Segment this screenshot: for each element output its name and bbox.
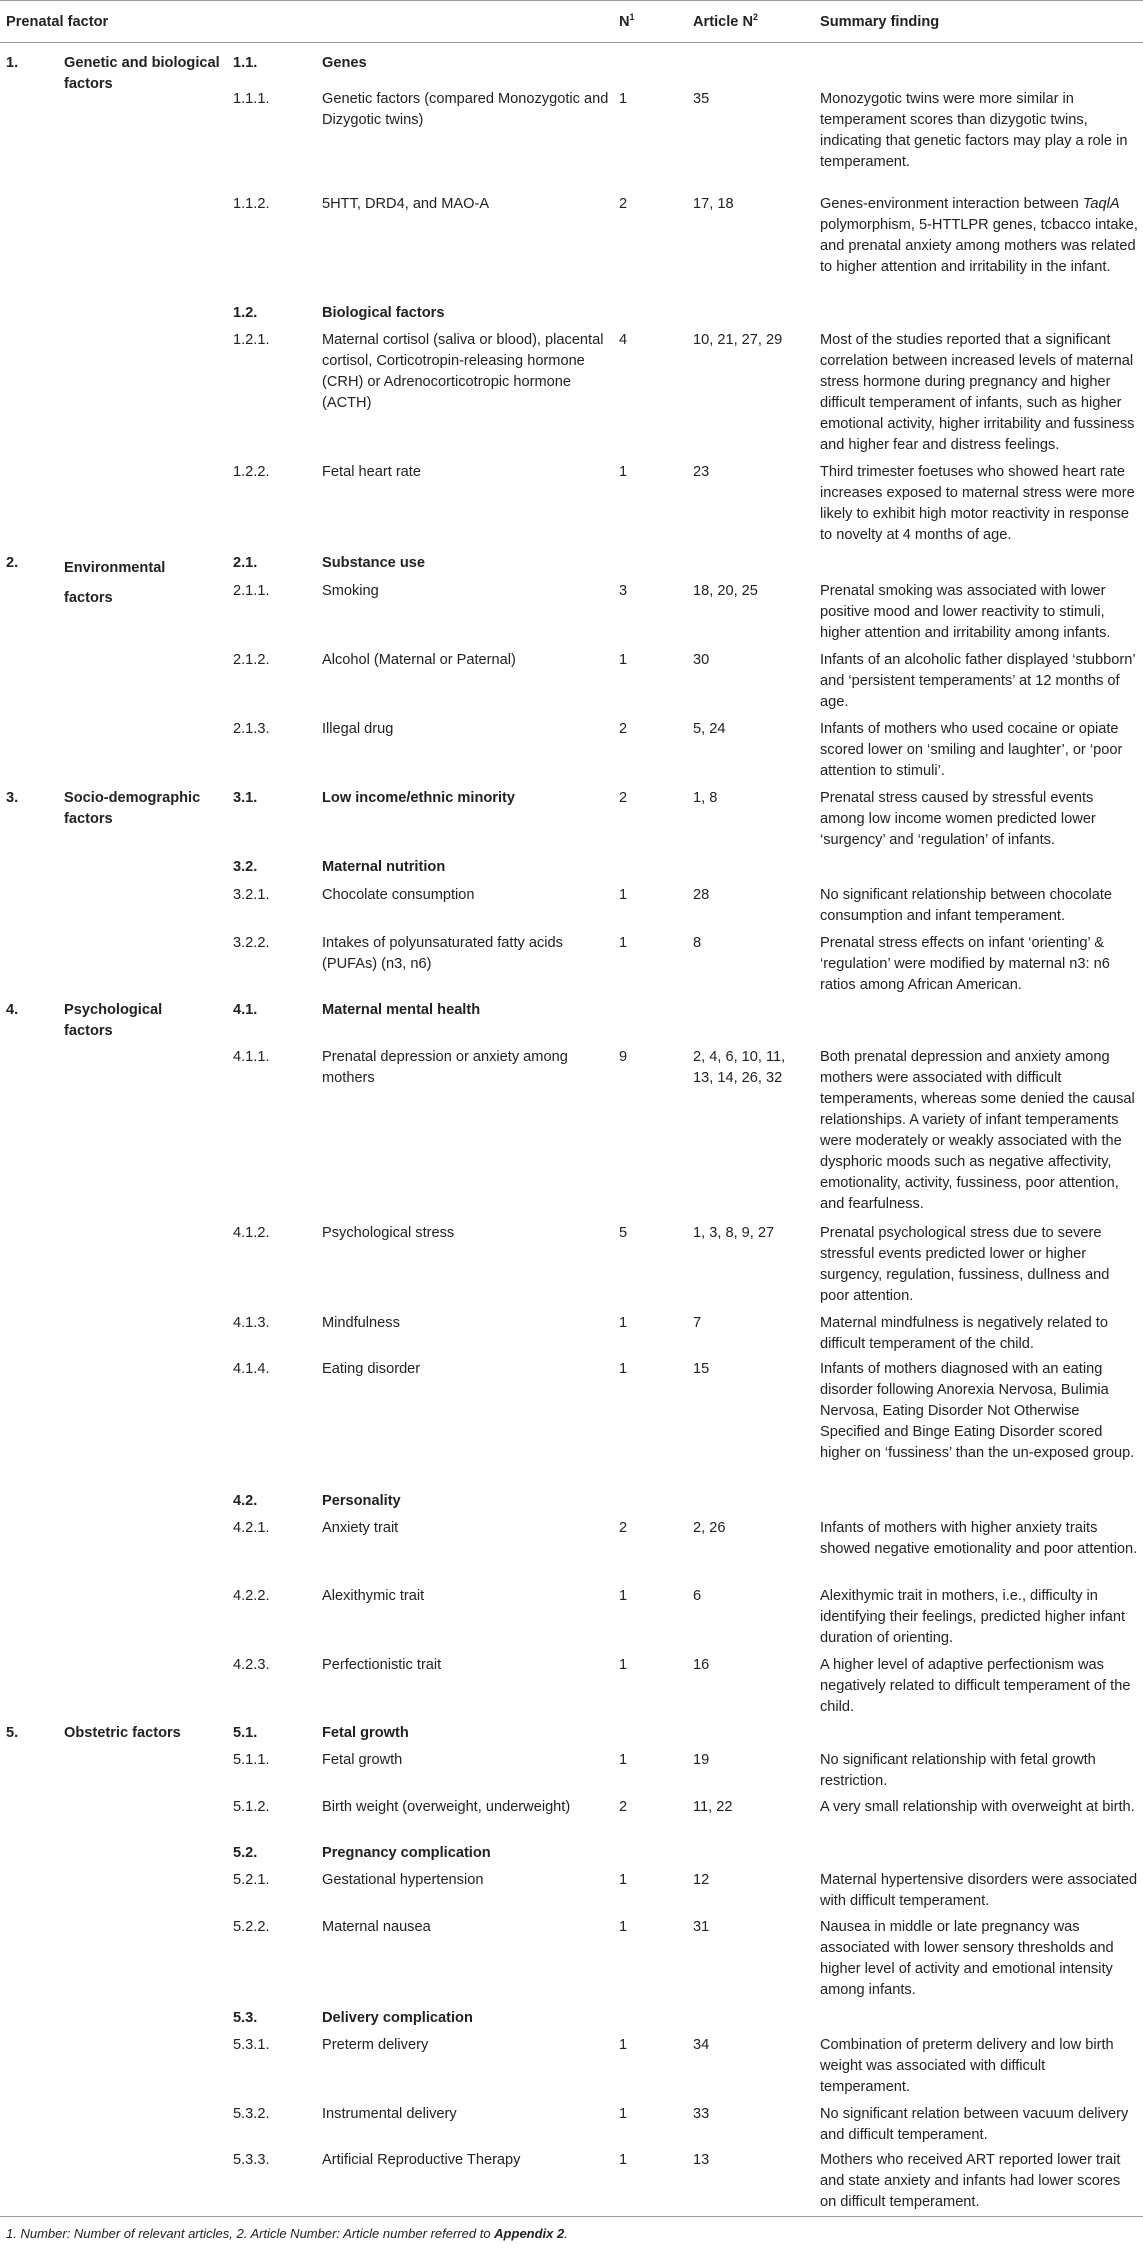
row-articles: 15 [693,1361,710,1377]
row-code: 1.1.2. [233,196,270,212]
header-article-sup: 2 [753,12,759,23]
row-description: Mindfulness [322,1315,400,1331]
group-number: 3.2. [233,859,258,875]
row-n: 2 [619,790,628,806]
group-name: Personality [322,1493,401,1509]
row-code: 5.1.2. [233,1799,270,1815]
group-name: Maternal nutrition [322,859,446,875]
row-description: 5HTT, DRD4, and MAO-A [322,196,490,212]
row-articles: 1, 8 [693,790,718,806]
row-summary: Infants of mothers who used cocaine or opiate scored lower on ‘smiling and laughter’, or ‘poor attention to stimuli’. [820,721,1123,779]
row-articles: 30 [693,652,710,668]
group-name: Pregnancy complication [322,1845,491,1861]
header-n [619,12,659,33]
row-n: 1 [619,1588,628,1604]
row-code: 4.1.2. [233,1225,270,1241]
row-description: Alexithymic trait [322,1588,425,1604]
header-n-label: N [619,14,630,30]
row-n: 1 [619,935,628,951]
group-number: 1.1. [233,55,258,71]
summary-gene-italic: TaqlA [1082,196,1120,212]
row-summary: Prenatal stress caused by stressful events among low income women predicted lower ‘surgency’ and ‘regulation’ of infants. [820,790,1096,848]
row-summary: Nausea in middle or late pregnancy was associated with lower sensory thresholds and higher level of activity and emotional intensity among infants. [820,1919,1114,1998]
row-summary: Prenatal stress effects on infant ‘orienting’ & ‘regulation’ were modified by maternal n3: n6 ratios among African American. [820,935,1110,993]
row-n: 1 [619,1872,628,1888]
row-code: 4.2.2. [233,1588,270,1604]
header-article-label: Article N [693,14,754,30]
row-description: Fetal growth [322,1752,403,1768]
row-description: Intakes of polyunsaturated fatty acids (PUFAs) (n3, n6) [322,935,563,972]
row-articles: 34 [693,2037,710,2053]
footnote-end: . [564,2226,568,2241]
row-description: Maternal cortisol (saliva or blood), placental cortisol, Corticotropin-releasing hormone (CRH) or Adrenocorticotropic hormone (ACTH) [322,332,604,411]
group-name: Genes [322,55,367,71]
row-description: Birth weight (overweight, underweight) [322,1799,571,1815]
row-description: Gestational hypertension [322,1872,484,1888]
row-n: 1 [619,2037,628,2053]
row-summary: A very small relationship with overweight at birth. [820,1799,1135,1815]
row-summary: A higher level of adaptive perfectionism was negatively related to difficult temperament of the child. [820,1657,1131,1715]
row-description: Smoking [322,583,379,599]
row-n: 1 [619,2106,628,2122]
category-name: Environmental factors [64,560,166,606]
table-top-rule [0,0,1143,1]
row-code: 5.3.3. [233,2152,270,2168]
row-summary: Prenatal psychological stress due to severe stressful events predicted lower or higher surgency, regulation, fussiness, dullness and poor attention. [820,1225,1110,1304]
row-code: 4.1.3. [233,1315,270,1331]
row-articles: 18, 20, 25 [693,583,758,599]
group-number: 5.2. [233,1845,258,1861]
row-articles: 13 [693,2152,710,2168]
row-n: 2 [619,721,628,737]
group-name: Substance use [322,555,426,571]
group-number: 4.1. [233,1002,258,1018]
footnote-text: 1. Number: Number of relevant articles, 2. Article Number: Article number referred to [6,2226,495,2241]
category-number: 5. [6,1725,19,1741]
row-description: Instrumental delivery [322,2106,457,2122]
row-articles: 23 [693,464,710,480]
row-articles: 16 [693,1657,710,1673]
header-n-sup: 1 [629,12,635,23]
row-code: 5.2.2. [233,1919,270,1935]
row-n: 1 [619,91,628,107]
footnote-appendix-link: Appendix 2 [494,2226,565,2241]
row-description: Anxiety trait [322,1520,399,1536]
group-name: Fetal growth [322,1725,409,1741]
row-code: 5.3.1. [233,2037,270,2053]
summary-part: Genes-environment interaction between [820,196,1083,212]
header-article-n [693,12,808,33]
group-name: Biological factors [322,305,445,321]
row-description: Psychological stress [322,1225,455,1241]
row-n: 3 [619,583,628,599]
row-summary: No significant relationship with fetal growth restriction. [820,1752,1096,1789]
row-description: Chocolate consumption [322,887,475,903]
category-number: 3. [6,790,19,806]
group-number: 5.3. [233,2010,258,2026]
row-description: Genetic factors (compared Monozygotic and Dizygotic twins) [322,91,609,128]
row-n: 2 [619,196,628,212]
row-n: 5 [619,1225,628,1241]
row-code: 5.2.1. [233,1872,270,1888]
row-description: Maternal nausea [322,1919,431,1935]
row-n: 1 [619,1752,628,1768]
row-summary: Alexithymic trait in mothers, i.e., difficulty in identifying their feelings, predicted higher infant duration of orienting. [820,1588,1126,1646]
row-code: 4.2.3. [233,1657,270,1673]
header-summary: Summary finding [820,14,940,30]
row-n: 2 [619,1520,628,1536]
category-name: Socio-demographic factors [64,790,201,827]
row-articles: 1, 3, 8, 9, 27 [693,1225,775,1241]
row-articles: 31 [693,1919,710,1935]
row-n: 2 [619,1799,628,1815]
row-code: 1.2.2. [233,464,270,480]
row-summary: Infants of mothers diagnosed with an eating disorder following Anorexia Nervosa, Bulimia Nervosa, Eating Disorder Not Otherwise Specified and Binge Eating Disorder scored higher on ‘fussiness’ than the un-exposed group. [820,1361,1135,1461]
group-name: Maternal mental health [322,1002,481,1018]
category-number: 2. [6,555,19,571]
row-description: Fetal heart rate [322,464,421,480]
row-articles: 17, 18 [693,196,734,212]
category-name: Psychological factors [64,1002,163,1039]
row-summary: Infants of an alcoholic father displayed ‘stubborn’ and ‘persistent temperaments’ at 12 months of age. [820,652,1136,710]
row-summary: Most of the studies reported that a significant correlation between increased levels of maternal stress hormone during pregnancy and higher difficult temperament of infants, such as higher emotional activity, higher irritability and fussiness and higher fear and distress feelings. [820,332,1135,453]
row-n: 1 [619,887,628,903]
row-code: 2.1.2. [233,652,270,668]
row-articles: 7 [693,1315,702,1331]
row-n: 1 [619,1361,628,1377]
group-number: 3.1. [233,790,258,806]
group-name: Delivery complication [322,2010,473,2026]
row-summary: No significant relation between vacuum delivery and difficult temperament. [820,2106,1129,2143]
row-summary: Both prenatal depression and anxiety among mothers were associated with difficult temperaments, whereas some denied the causal relationships. A variety of infant temperaments were moderately or weakly associated with the dysphoric moods such as negative affectivity, emotionality, activity, fussiness, poor attention, and fearfulness. [820,1049,1135,1212]
row-n: 1 [619,1657,628,1673]
category-name: Obstetric factors [64,1725,181,1741]
row-summary: No significant relationship between chocolate consumption and infant temperament. [820,887,1113,924]
row-n: 1 [619,652,628,668]
row-description: Prenatal depression or anxiety among mothers [322,1049,568,1086]
row-articles: 10, 21, 27, 29 [693,332,783,348]
row-summary: Monozygotic twins were more similar in temperament scores than dizygotic twins, indicating that genetic factors may play a role in temperament. [820,91,1128,170]
group-number: 1.2. [233,305,258,321]
row-summary [820,194,1138,278]
row-code: 2.1.3. [233,721,270,737]
row-articles: 19 [693,1752,710,1768]
group-number: 2.1. [233,555,258,571]
table-bottom-rule [0,2216,1143,2217]
group-number: 5.1. [233,1725,258,1741]
row-n: 4 [619,332,628,348]
row-articles: 6 [693,1588,702,1604]
row-code: 5.3.2. [233,2106,270,2122]
header-rule [0,42,1143,43]
group-number: 4.2. [233,1493,258,1509]
row-articles: 12 [693,1872,710,1888]
row-articles: 35 [693,91,710,107]
row-summary: Infants of mothers with higher anxiety traits showed negative emotionality and poor attention. [820,1520,1138,1557]
row-code: 1.2.1. [233,332,270,348]
row-code: 4.1.4. [233,1361,270,1377]
row-description: Alcohol (Maternal or Paternal) [322,652,516,668]
row-articles: 8 [693,935,702,951]
row-description: Perfectionistic trait [322,1657,442,1673]
row-code: 3.2.2. [233,935,270,951]
row-summary: Prenatal smoking was associated with lower positive mood and lower reactivity to stimuli, higher attention and irritability among infants. [820,583,1111,641]
row-articles: 28 [693,887,710,903]
row-code: 5.1.1. [233,1752,270,1768]
row-summary: Third trimester foetuses who showed heart rate increases exposed to maternal stress were more likely to exhibit high motor reactivity in response to novelty at 4 months of age. [820,464,1135,543]
row-articles: 33 [693,2106,710,2122]
category-name: Genetic and biological factors [64,55,220,92]
row-n: 1 [619,2152,628,2168]
category-number: 1. [6,55,19,71]
row-n: 1 [619,1315,628,1331]
summary-part: polymorphism, 5-HTTLPR genes, tcbacco intake, and prenatal anxiety among mothers was related to higher attention and irritability in the infant. [820,217,1138,275]
table-footnote [6,2223,1136,2244]
row-summary: Maternal hypertensive disorders were associated with difficult temperament. [820,1872,1138,1909]
row-code: 4.1.1. [233,1049,270,1065]
row-n: 1 [619,1919,628,1935]
row-code: 2.1.1. [233,583,270,599]
group-name: Low income/ethnic minority [322,790,515,806]
row-description: Eating disorder [322,1361,421,1377]
category-number: 4. [6,1002,19,1018]
header-prenatal-factor: Prenatal factor [6,14,109,30]
row-n: 9 [619,1049,628,1065]
row-code: 1.1.1. [233,91,270,107]
row-articles: 2, 26 [693,1520,726,1536]
row-articles: 11, 22 [693,1799,733,1815]
row-articles: 5, 24 [693,721,726,737]
row-description: Preterm delivery [322,2037,429,2053]
row-code: 4.2.1. [233,1520,270,1536]
row-n: 1 [619,464,628,480]
row-summary: Combination of preterm delivery and low birth weight was associated with difficult temperament. [820,2037,1114,2095]
row-description: Artificial Reproductive Therapy [322,2152,521,2168]
row-summary: Mothers who received ART reported lower trait and state anxiety and infants had lower scores on difficult temperament. [820,2152,1121,2210]
row-description: Illegal drug [322,721,394,737]
row-summary: Maternal mindfulness is negatively related to difficult temperament of the child. [820,1315,1108,1352]
row-code: 3.2.1. [233,887,270,903]
row-articles: 2, 4, 6, 10, 11, 13, 14, 26, 32 [693,1049,786,1086]
